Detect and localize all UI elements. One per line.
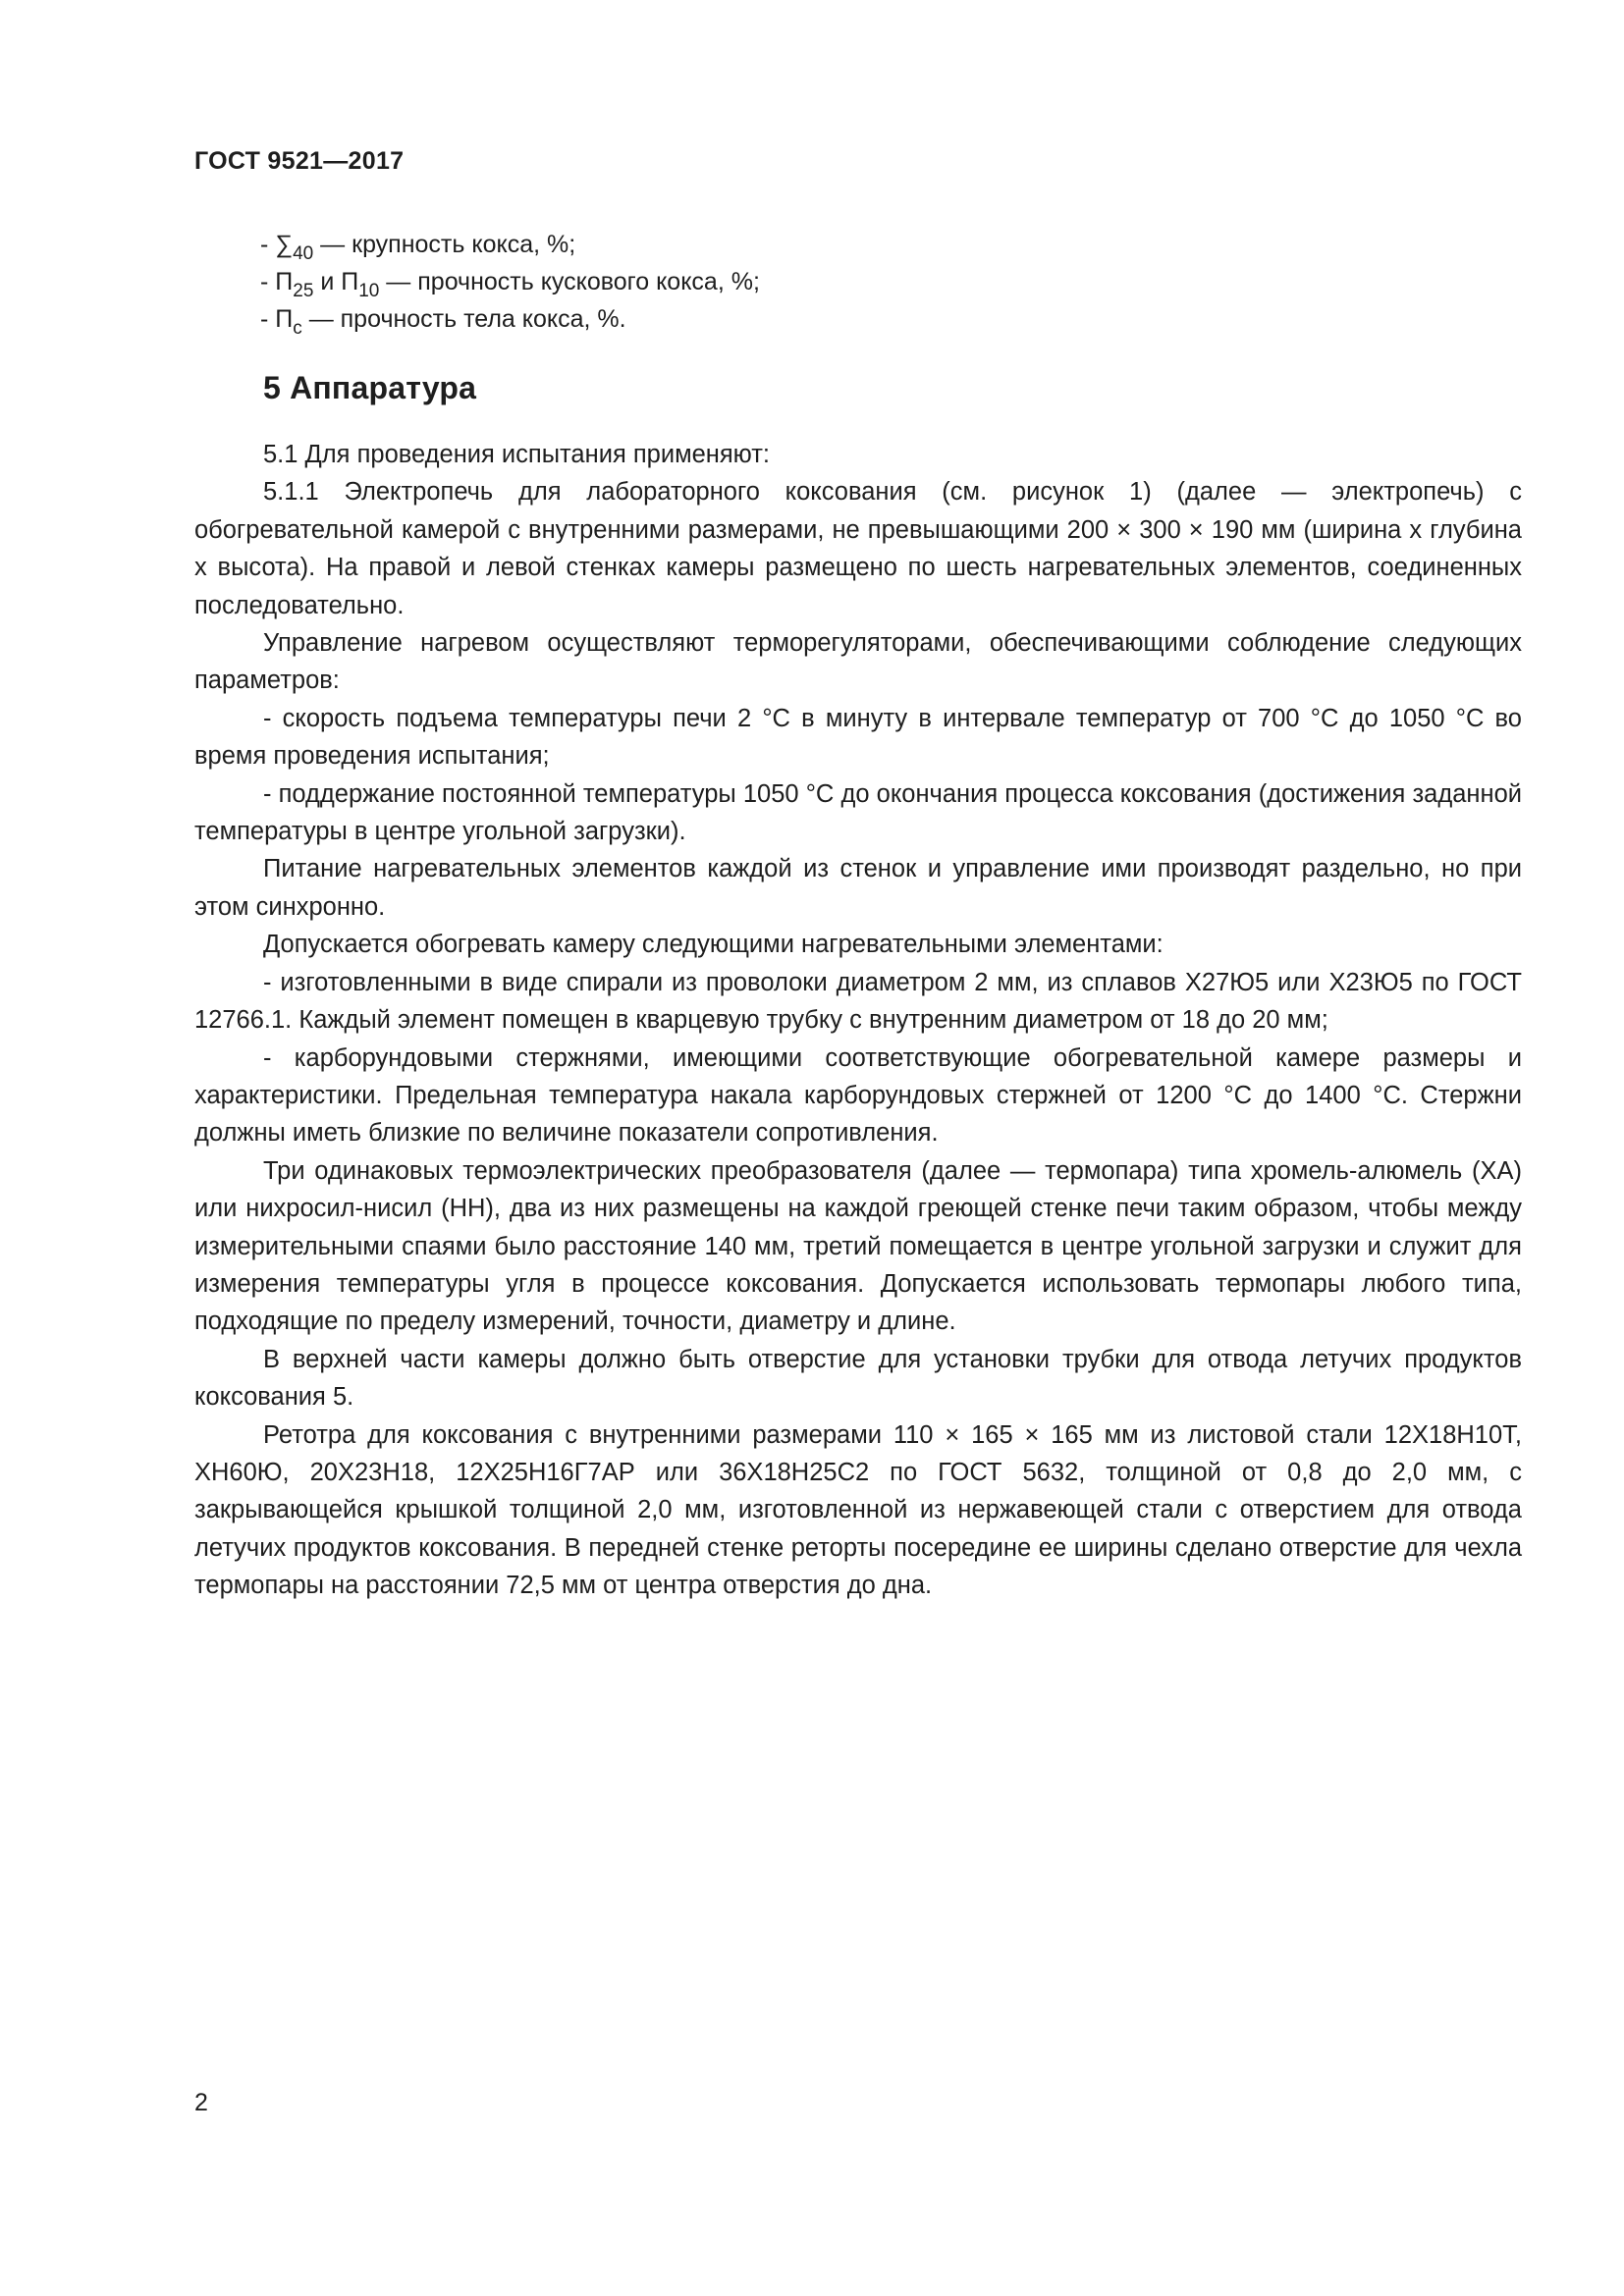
symbol-description: — прочность тела кокса, %.	[301, 305, 626, 333]
paragraph-allowed-elements: Допускается обогревать камеру следующими нагревательными элементами:	[263, 931, 1164, 959]
symbol-prefix: - ∑	[260, 231, 294, 258]
symbol-connector: и П	[313, 268, 359, 295]
paragraph-retort: Ретотра для коксования с внутренними размерами 110 × 165 × 165 мм из листовой стали 12Х18Н10Т, ХН60Ю, 20Х23Н18, 12Х25Н16Г7АР или 36Х18Н25С2 по ГОСТ 5632, толщиной от 0,8 до 2,0 мм, с закрывающейся крышкой толщиной 2,0 мм, изготовленной из нержавеющей стали с отверстием для отвода летучих продуктов коксования. В передней стенке реторты посередине ее ширины сделано отверстие для чехла термопары на расстоянии 72,5 мм от центра отверстия до дна.	[194, 1420, 1522, 1600]
paragraph-5-1-1: 5.1.1 Электропечь для лабораторного коксования (см. рисунок 1) (далее — электропечь) с обогревательной камерой с внутренними размерами, не превышающими 200 × 300 × 190 мм (ширина x глубина x высота). На правой и левой стенках камеры размещено по шесть нагревательных элементов, соединенных последовательно.	[194, 478, 1522, 619]
symbol-description: — крупность кокса, %;	[313, 231, 576, 258]
symbol-subscript: 25	[293, 281, 314, 301]
symbol-item-coarseness	[260, 226, 760, 263]
list-item-constant-temperature: - поддержание постоянной температуры 1050 °С до окончания процесса коксования (достижения заданной температуры в центре угольной загрузки).	[194, 779, 1522, 846]
standard-header: ГОСТ 9521—2017	[194, 147, 405, 175]
paragraph-power-supply: Питание нагревательных элементов каждой из стенок и управление ими производят раздельно, но при этом синхронно.	[194, 855, 1522, 921]
section-body	[194, 436, 1522, 1605]
symbol-list	[260, 226, 760, 338]
section-heading: 5 Аппаратура	[263, 370, 477, 405]
symbol-prefix: - П	[260, 268, 294, 295]
list-item-carborundum-rods: - карборундовыми стержнями, имеющими соответствующие обогревательной камере размеры и характеристики. Предельная температура накала карборундовых стержней от 1200 °С до 1400 °С. Стержни должны иметь близкие по величине показатели сопротивления.	[194, 1043, 1522, 1148]
symbol-subscript-2: 10	[358, 281, 380, 301]
symbol-prefix: - П	[260, 305, 294, 333]
symbol-description: — прочность кускового кокса, %;	[379, 268, 760, 295]
paragraph-volatile-outlet: В верхней части камеры должно быть отверстие для установки трубки для отвода летучих продуктов коксования 5.	[194, 1345, 1522, 1412]
symbol-item-body-strength	[260, 300, 760, 338]
paragraph-5-1: 5.1 Для проведения испытания применяют:	[263, 441, 771, 468]
symbol-subscript: 40	[293, 243, 314, 264]
page-number: 2	[194, 2089, 208, 2116]
list-item-heating-rate: - скорость подъема температуры печи 2 °С в минуту в интервале температур от 700 °С до 1050 °С во время проведения испытания;	[194, 704, 1522, 771]
paragraph-heating-control: Управление нагревом осуществляют терморегуляторами, обеспечивающими соблюдение следующих параметров:	[194, 629, 1522, 695]
list-item-spiral-elements: - изготовленными в виде спирали из проволоки диаметром 2 мм, из сплавов Х27Ю5 или Х23Ю5 по ГОСТ 12766.1. Каждый элемент помещен в кварцевую трубку с внутренним диаметром от 18 до 20 мм;	[194, 968, 1522, 1035]
symbol-item-lump-strength	[260, 263, 760, 300]
paragraph-thermocouples: Три одинаковых термоэлектрических преобразователя (далее — термопара) типа хромель-алюмель (ХА) или нихросил-нисил (НН), два из них размещены на каждой греющей стенке печи таким образом, чтобы между измерительными спаями было расстояние 140 мм, третий помещается в центре угольной загрузки и служит для измерения температуры угля в процессе коксования. Допускается использовать термопары любого типа, подходящие по пределу измерений, точности, диаметру и длине.	[194, 1156, 1522, 1336]
symbol-subscript: с	[293, 318, 302, 339]
